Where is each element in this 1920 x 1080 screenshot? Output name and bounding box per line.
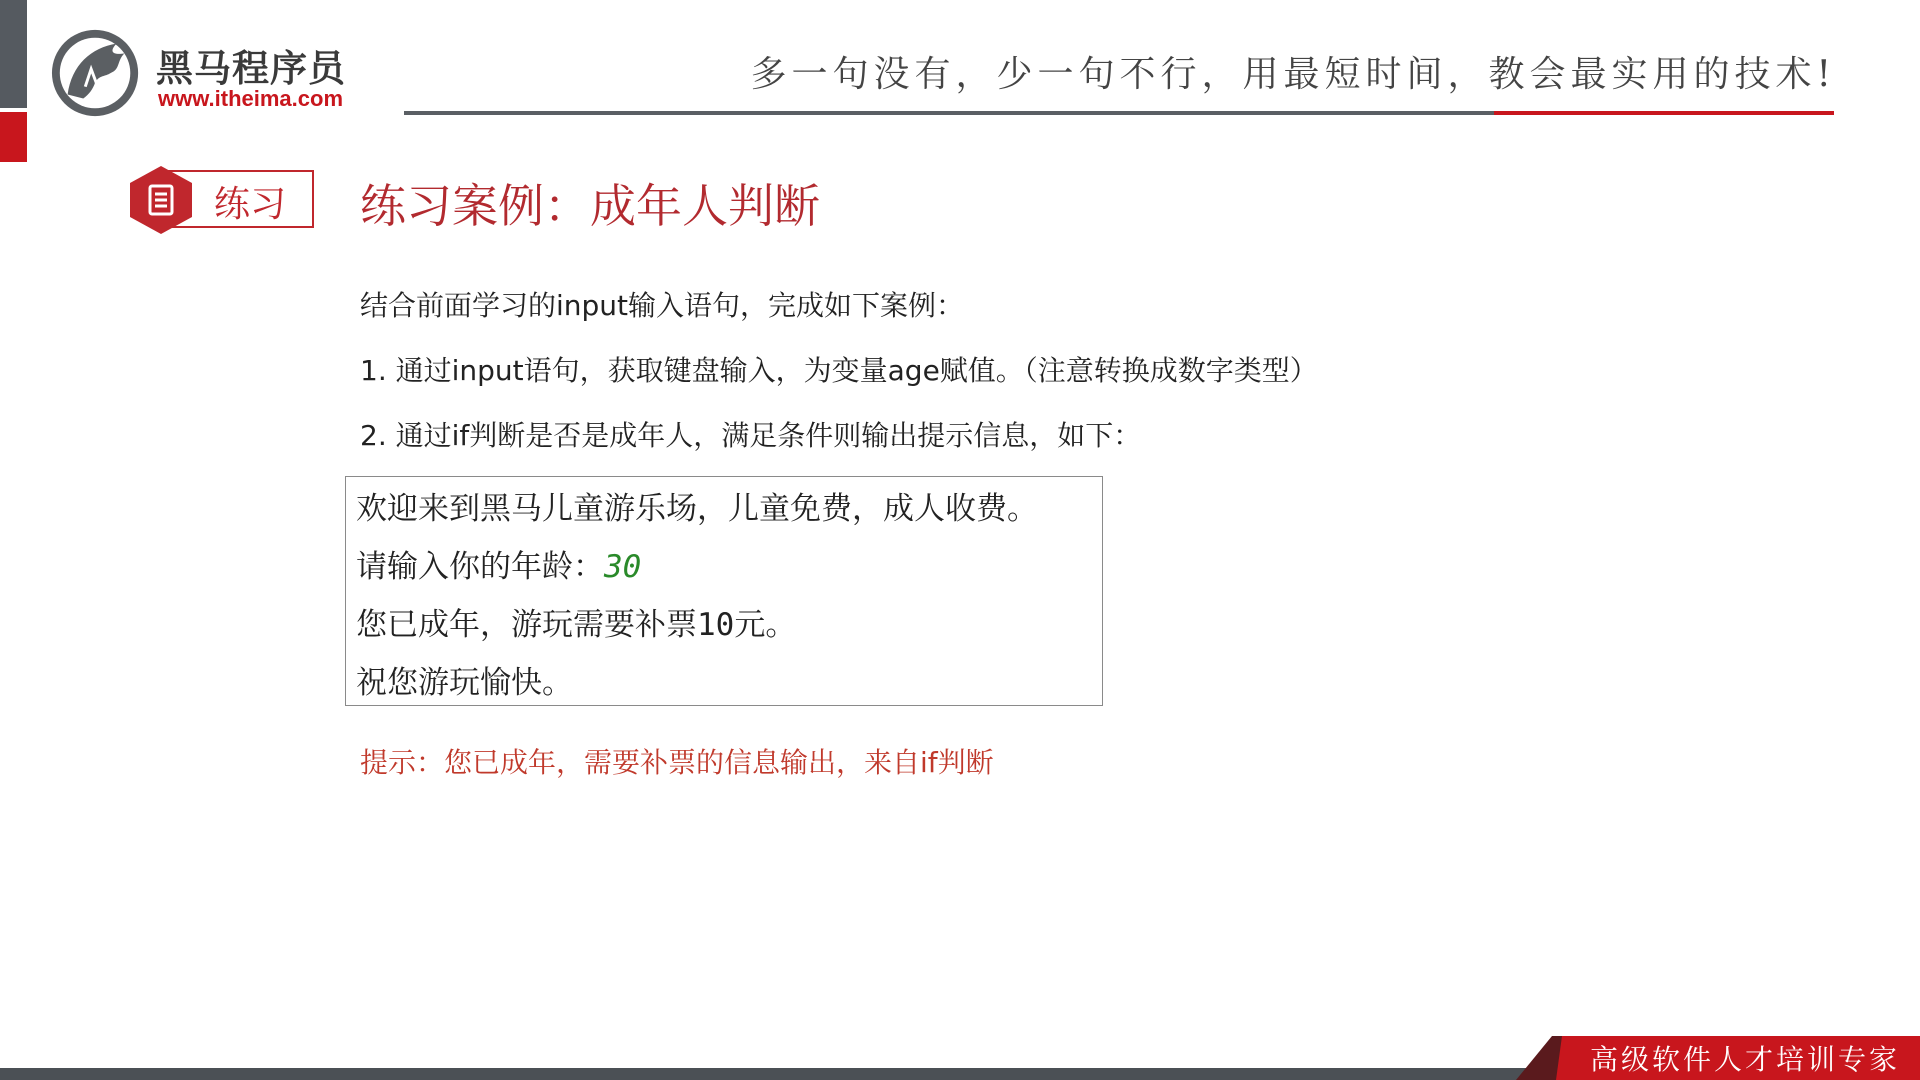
console-line-welcome: 欢迎来到黑马儿童游乐场，儿童免费，成人收费。 [356,491,1038,527]
instruction-step-2: 2. 通过if判断是否是成年人，满足条件则输出提示信息，如下： [360,419,1142,452]
console-ticket-amount: 10 [697,607,735,643]
console-prompt-text: 请输入你的年龄： [356,549,604,585]
horse-logo-icon [48,26,146,120]
logo-url: www.itheima.com [158,86,344,111]
header-rule-red [1494,111,1834,115]
logo-brand-name: 黑马程序员 [156,47,346,90]
console-adult-suffix: 元。 [734,607,797,643]
console-line-farewell: 祝您游玩愉快。 [356,665,573,701]
instruction-intro: 结合前面学习的input输入语句，完成如下案例： [360,289,965,322]
header-slogan: 多一句没有，少一句不行，用最短时间，教会最实用的技术! [750,54,1836,95]
console-line-adult [356,599,796,644]
console-input-value: 30 [604,549,642,585]
practice-badge-label: 练习 [214,184,287,225]
case-title: 练习案例：成年人判断 [360,179,820,233]
header-rule-gray [404,111,1494,115]
instruction-step-1: 1. 通过input语句，获取键盘输入，为变量age赋值。（注意转换成数字类型） [360,354,1318,387]
left-edge-dark-accent [0,0,27,108]
console-line-prompt [356,541,641,586]
footer-tagline: 高级软件人才培训专家 [1589,1043,1900,1076]
hint-text: 提示：您已成年，需要补票的信息输出，来自if判断 [360,746,994,779]
console-output-box [345,476,1103,706]
left-edge-red-accent [0,112,27,162]
document-icon [126,164,196,236]
console-adult-text: 您已成年，游玩需要补票 [356,607,697,643]
practice-badge [126,164,316,236]
itheima-logo [48,26,378,122]
